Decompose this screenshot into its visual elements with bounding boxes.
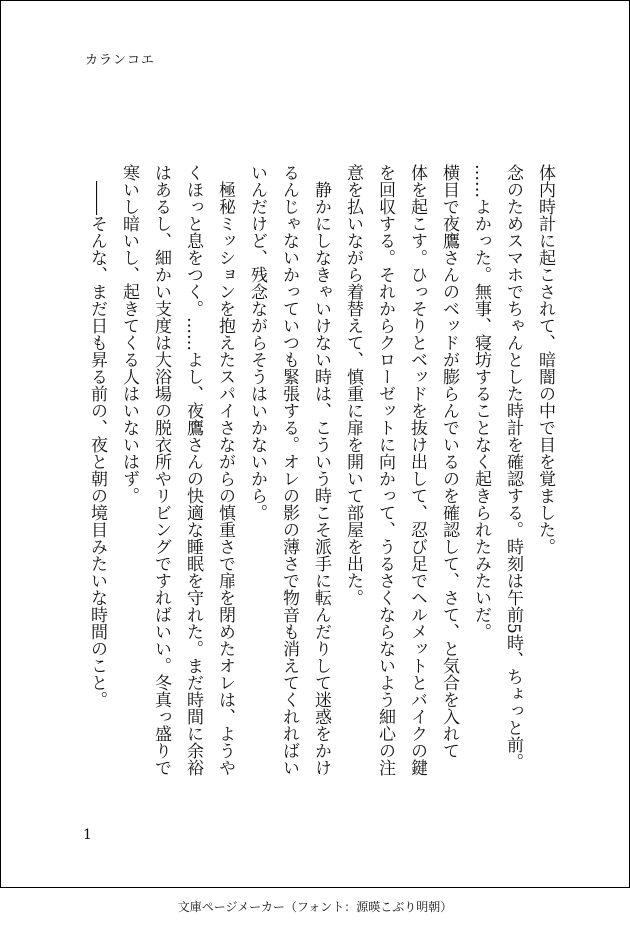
text-line: 寒いし暗いし、起きてくる人はいないはず。 xyxy=(119,164,139,504)
text-line: を回収する。それからクローゼットに向かって、うるさくならないよう細心の注 xyxy=(375,164,395,776)
page-number: 1 xyxy=(83,827,92,843)
text-line: 体内時計に起こされて、暗闇の中で目を覚ました。 xyxy=(535,164,555,555)
text-line: 横目で夜鷹さんのベッドが膨らんでいるのを確認して、さて、と気合を入れて xyxy=(439,164,459,759)
text-line: ……よかった。無事、寝坊することなく起きられたみたいだ。 xyxy=(471,164,491,640)
text-line: いんだけど、残念ながらそうはいかないから。 xyxy=(247,164,267,521)
running-header-title: カランコエ xyxy=(85,53,156,68)
text-line: くほっと息をつく。……よし、夜鷹さんの快適な睡眠を守れた。まだ時間に余裕 xyxy=(183,164,203,776)
text-line: はあるし、細かい支度は大浴場の脱衣所やリビングですればいい。冬真っ盛りで xyxy=(151,164,171,776)
text-line: 念のためスマホでちゃんとした時計を確認する。時刻は午前5時、ちょっと前。 xyxy=(503,164,523,770)
text-line: 体を起こす。ひっそりとベッドを抜け出して、忍び足でヘルメットとバイクの鍵 xyxy=(407,164,427,776)
text-line: 意を払いながら着替えて、慎重に扉を開いて部屋を出た。 xyxy=(343,164,363,606)
text-line: 静かにしなきゃいけない時は、こういう時こそ派手に転んだりして迷惑をかけ xyxy=(311,164,331,776)
text-line: るんじゃないかっていつも緊張する。オレの影の薄さで物音も消えてくれればい xyxy=(279,164,299,776)
text-line: 極秘ミッションを抱えたスパイさながらの慎重さで扉を閉めたオレは、ようや xyxy=(215,164,235,776)
vertical-text-body xyxy=(79,164,561,814)
footer-credit: 文庫ページメーカー（フォント：源暎こぶり明朝） xyxy=(177,900,453,914)
text-line: ――そんな、まだ日も昇る前の、夜と朝の境目みたいな時間のこと。 xyxy=(87,164,107,708)
